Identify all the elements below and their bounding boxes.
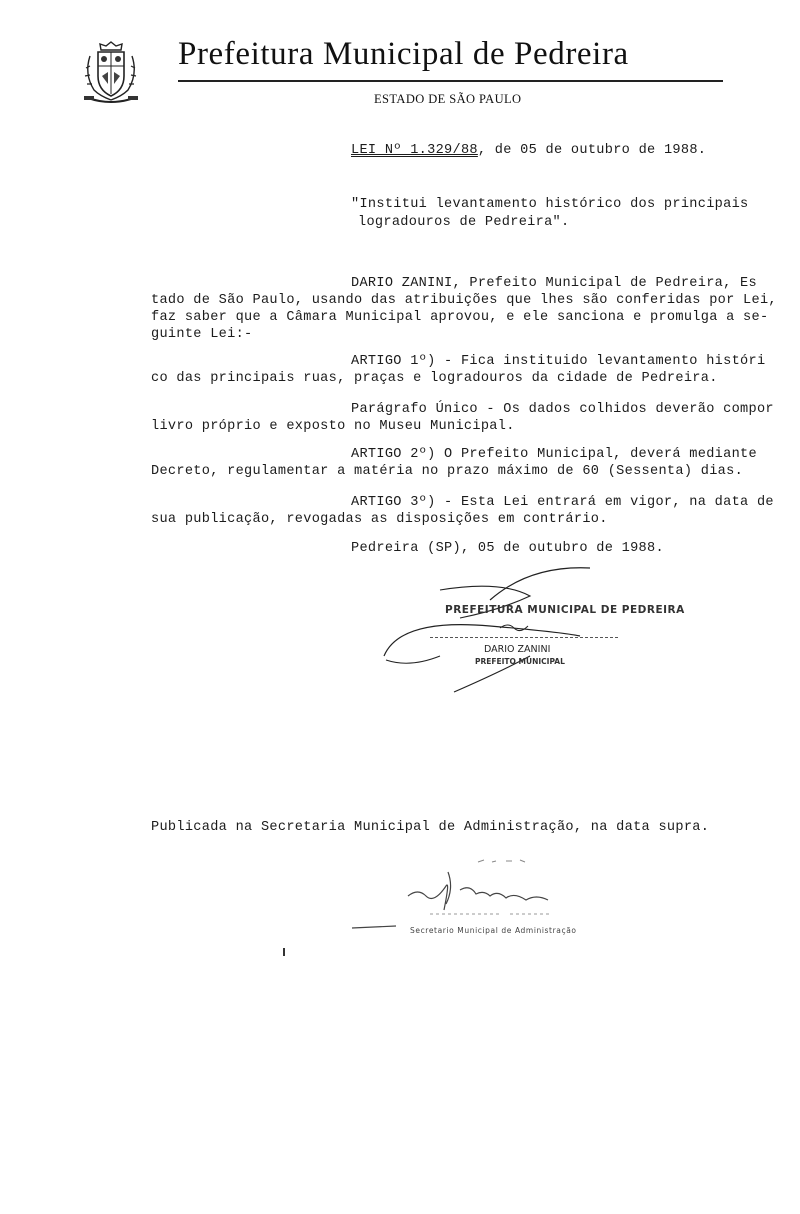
- coat-of-arms-icon: [80, 40, 142, 104]
- header-divider: [178, 80, 723, 82]
- artigo3-line-2: sua publicação, revogadas as disposições em contrário.: [151, 512, 608, 527]
- header-title: Prefeitura Municipal de Pedreira: [178, 36, 629, 72]
- law-summary-line-1: "Institui levantamento histórico dos principais: [351, 197, 749, 212]
- preamble-line-3: faz saber que a Câmara Municipal aprovou, e ele sanciona e promulga a se-: [151, 310, 769, 325]
- place-date: Pedreira (SP), 05 de outubro de 1988.: [351, 541, 664, 556]
- municipal-stamp: PREFEITURA MUNICIPAL DE PEDREIRA: [445, 604, 685, 616]
- law-heading: [351, 143, 706, 158]
- law-number: LEI Nº 1.329/88: [351, 143, 478, 158]
- artigo2-line-2: Decreto, regulamentar a matéria no prazo máximo de 60 (Sessenta) dias.: [151, 464, 744, 479]
- preamble-line-4: guinte Lei:-: [151, 327, 253, 342]
- law-summary-line-2: logradouros de Pedreira".: [358, 215, 570, 230]
- artigo2-line-1: ARTIGO 2º) O Prefeito Municipal, deverá mediante: [351, 447, 757, 462]
- artigo3-line-1: ARTIGO 3º) - Esta Lei entrará em vigor, na data de: [351, 495, 774, 510]
- mayor-signature-icon: [380, 560, 620, 700]
- header-state: ESTADO DE SÃO PAULO: [374, 92, 522, 106]
- paragrafo-line-1: Parágrafo Único - Os dados colhidos deverão compor: [351, 402, 774, 417]
- mayor-role: PREFEITO MUNICIPAL: [475, 657, 565, 666]
- secretary-role: Secretario Municipal de Administração: [410, 926, 577, 935]
- publication-note: Publicada na Secretaria Municipal de Administração, na data supra.: [151, 820, 710, 835]
- artigo1-line-2: co das principais ruas, praças e logradouros da cidade de Pedreira.: [151, 371, 718, 386]
- law-date: , de 05 de outubro de 1988.: [477, 143, 707, 158]
- preamble-line-1: DARIO ZANINI, Prefeito Municipal de Pedreira, Es: [351, 276, 757, 291]
- artigo1-line-1: ARTIGO 1º) - Fica instituido levantamento históri: [351, 354, 766, 369]
- preamble-line-2: tado de São Paulo, usando das atribuições que lhes são conferidas por Lei,: [151, 293, 777, 308]
- mayor-name: DARIO ZANINI: [484, 644, 551, 655]
- mayor-signature-line: [430, 637, 618, 638]
- paragrafo-line-2: livro próprio e exposto no Museu Municipal.: [151, 419, 515, 434]
- stray-mark: [283, 948, 285, 956]
